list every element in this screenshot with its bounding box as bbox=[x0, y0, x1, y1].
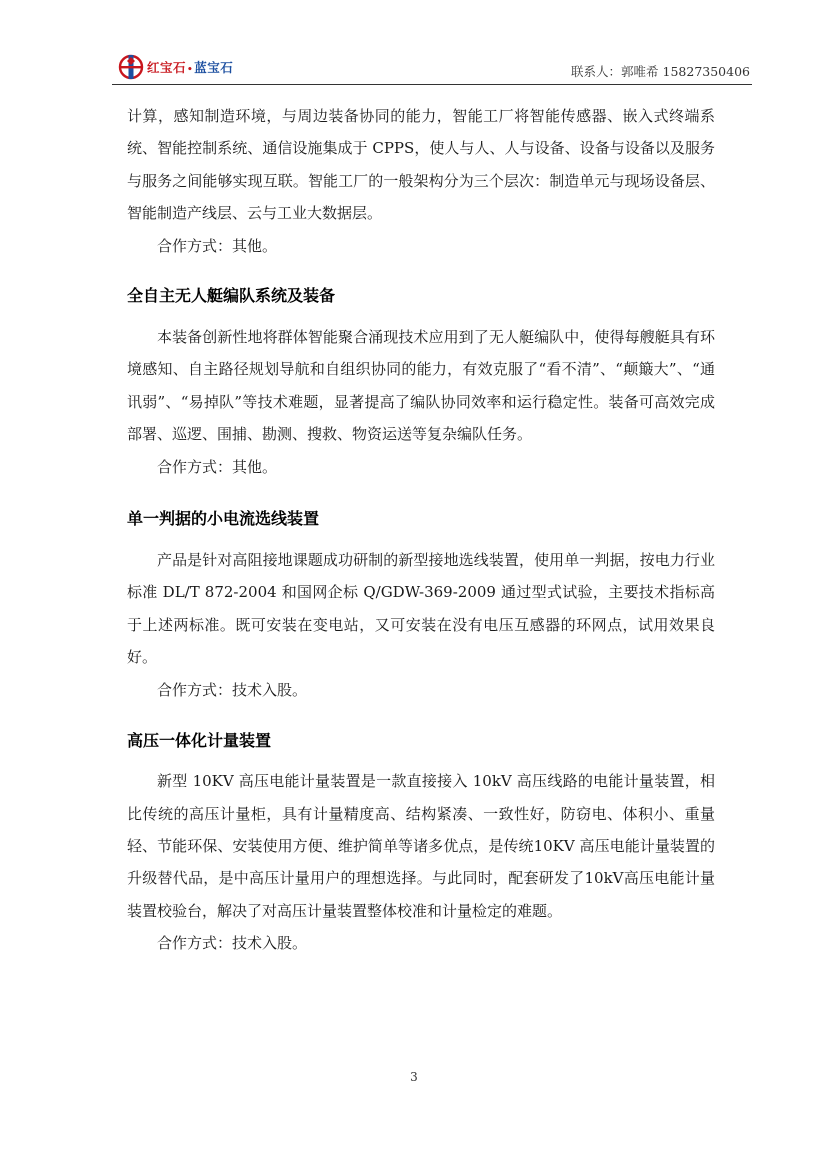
document-body bbox=[127, 100, 715, 960]
page-number: 3 bbox=[410, 1070, 418, 1084]
logo-text-sapphire: 蓝宝石 bbox=[194, 60, 234, 75]
section-cooperation: 合作方式：技术入股。 bbox=[157, 680, 308, 699]
page-header bbox=[112, 52, 752, 85]
section-body: 本装备创新性地将群体智能聚合涌现技术应用到了无人艇编队中，使得每艘艇具有环境感知、自主路径规划导航和自组织协同的能力，有效克服了“看不清”、“颠簸大”、“通讯弱”、“易掉队”等技术难题，显著提高了编队协同效率和运行稳定性。装备可高效完成部署、巡逻、围捕、勘测、搜救、物资运送等复杂编队任务。 bbox=[127, 328, 715, 444]
logo-separator: • bbox=[187, 65, 194, 75]
intro-paragraph: 计算，感知制造环境，与周边装备协同的能力，智能工厂将智能传感器、嵌入式终端系统、智能控制系统、通信设施集成于 CPPS，使人与人、人与设备、设备与设备以及服务与服务之间能够实现互联。智能工厂的一般架构分为三个层次：制造单元与现场设备层、智能制造产线层、云与工业大数据层。 bbox=[127, 107, 715, 223]
section-cooperation: 合作方式：其他。 bbox=[157, 457, 278, 476]
section-title: 高压一体化计量装置 bbox=[127, 731, 272, 751]
company-logo bbox=[118, 54, 233, 80]
gem-logo-icon bbox=[118, 54, 144, 80]
section-title: 单一判据的小电流选线装置 bbox=[127, 509, 320, 529]
logo-text-ruby: 红宝石 bbox=[147, 60, 187, 75]
contact-info: 联系人：郭唯希 15827350406 bbox=[571, 64, 750, 79]
intro-cooperation: 合作方式：其他。 bbox=[157, 236, 278, 255]
section-title: 全自主无人艇编队系统及装备 bbox=[127, 286, 336, 306]
section-body: 产品是针对高阻接地课题成功研制的新型接地选线装置，使用单一判据，按电力行业标准 DL/T 872-2004 和国网企标 Q/GDW-369-2009 通过型式试验，主要技术指标高于上述两标准。既可安装在变电站，又可安装在没有电压互感器的环网点，试用效果良好。 bbox=[127, 551, 715, 667]
section-body: 新型 10KV 高压电能计量装置是一款直接接入 10kV 高压线路的电能计量装置，相比传统的高压计量柜，具有计量精度高、结构紧凑、一致性好，防窃电、体积小、重量轻、节能环保、安装使用方便、维护简单等诸多优点，是传统10KV 高压电能计量装置的升级替代品，是中高压计量用户的理想选择。与此同时，配套研发了10kV高压电能计量装置校验台，解决了对高压计量装置整体校准和计量检定的难题。 bbox=[127, 772, 715, 920]
section-cooperation: 合作方式：技术入股。 bbox=[157, 934, 308, 953]
